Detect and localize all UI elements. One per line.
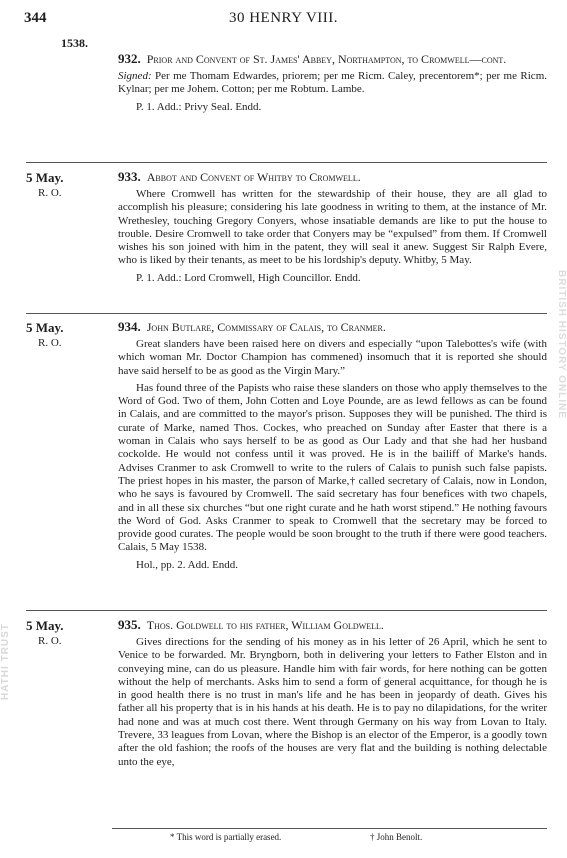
entry-number: 933. bbox=[118, 169, 141, 184]
entry-933 bbox=[26, 170, 547, 310]
entry-number: 932. bbox=[118, 51, 141, 66]
margin-ref: R. O. bbox=[38, 337, 62, 349]
year-label: 1538. bbox=[61, 36, 88, 50]
entry-paragraph: Has found three of the Papists who raise these slanders on those who apply themselves to the Word of God. Two of them, John Cotten and Loye Pounde, are as lewd fellows as can be found in Calais, and are committed to the mayor's prison. Supposes they will be punished. The third is curate of Marke, named Thos. Cockes, who preached on Sunday after Easter that there is a woman in Calais who says herself to be as good as Our Lady and that she had her husband cockolde. He would not confess until it was proved. He is in the bailiff of Marke's hands. Advises Cranmer to ask Cromwell to write to the rulers of Calais to punish such false papists. The priest hopes in his master, the parson of Marke,† called secretary of Calais, now in London, who he says is favoured by Cromwell. The said secretary has four benefices with two chapels, and in all these six churches “but one right curate and he hath worst stipend.” He nothing favours the Word of God. Asks Cranmer to speak to Cromwell that the secretary may be forced to provide good curates. The people would be soon brought to the truth if there were good teachers. Calais, 5 May 1538. bbox=[118, 381, 547, 554]
footnote-divider bbox=[112, 828, 547, 829]
entry-note: P. 1. Add.: Lord Cromwell, High Councillor. Endd. bbox=[136, 271, 361, 284]
entry-number: 935. bbox=[118, 617, 141, 632]
entry-paragraph: Great slanders have been raised here on divers and especially “upon Talebottes's wife (with which woman Mr. Doctor Champion has commened) insomuch that it is reported she should have said herself to be as good as the Virgin Mary.” bbox=[118, 338, 547, 377]
entry-heading bbox=[118, 320, 547, 334]
footnote: † John Benolt. bbox=[370, 832, 423, 842]
entry-divider bbox=[26, 162, 547, 163]
entry-number: 934. bbox=[118, 319, 141, 334]
signatories bbox=[118, 70, 547, 97]
entry-heading-text: Thos. Goldwell to his father, William Goldwell. bbox=[146, 618, 384, 632]
entry-heading bbox=[118, 618, 547, 632]
entry-932 bbox=[26, 52, 547, 142]
entry-note: Hol., pp. 2. Add. Endd. bbox=[136, 558, 239, 571]
margin-date: 5 May. bbox=[26, 320, 64, 335]
entry-heading-text: Abbot and Convent of Whitby to Cromwell. bbox=[146, 170, 361, 184]
watermark-right: BRITISH HISTORY ONLINE bbox=[556, 270, 567, 420]
signed-label: Signed: bbox=[118, 70, 152, 82]
entry-935 bbox=[26, 618, 547, 823]
page-number: 344 bbox=[24, 10, 47, 26]
entry-note: P. 1. Add.: Privy Seal. Endd. bbox=[136, 100, 262, 113]
entry-paragraph: Gives directions for the sending of his money as in his letter of 26 April, which he sent to Venice to be forwarded. Mr. Bryngborn, both in delivering your letters to Father Elston and in conveying mine, can do us pleasure. Handle him with fair words, for here nothing can be gotten without the help of merchants. Asks him to send a form of general acquittance, for though he is in good health there is no trust in man's life and he has been in jeopardy of death. Gives his father all his property that is in his hands at his death. He is to pay no dilapidations, for the writer had none and was at much cost there. Went through Germany on his way from Lovan to Italy. Trevere, 33 leagues from Lovan, where the Bishop is an elector of the Emperor, is a goodly town after the old fashion; the roofs of the houses are very flat and the building is nothing delectable unto the eye, bbox=[118, 636, 547, 768]
entry-divider bbox=[26, 610, 547, 611]
entry-divider bbox=[26, 313, 547, 314]
margin-ref: R. O. bbox=[38, 187, 62, 199]
entry-heading bbox=[118, 52, 547, 66]
running-head: 30 HENRY VIII. bbox=[228, 10, 339, 26]
watermark-left: HATHI TRUST bbox=[0, 623, 11, 700]
margin-ref: R. O. bbox=[38, 635, 62, 647]
margin-date: 5 May. bbox=[26, 170, 64, 185]
page-header bbox=[20, 10, 547, 28]
entry-paragraph: Where Cromwell has written for the stewardship of their house, they are all glad to accomplish his pleasure; considering his late goodness in writing to them, at the instance of Mr. Wrethesley, touching Gregory Conyers, whose insatiable demands are like to put the house to trouble. Desire Cromwell to take order that Conyers may be “expulsed” from them. If Cromwell wishes his son joined with him in the patent, they will seal it anew. Suggest Sir Ralph Evere, who is liked by their tenants, as meet to be his lordship's deputy. Whitby, 5 May. bbox=[118, 188, 547, 267]
footnote: * This word is partially erased. bbox=[170, 832, 282, 842]
entry-heading-text: Prior and Convent of St. James' Abbey, Northampton, to Cromwell—cont. bbox=[146, 52, 507, 66]
entry-heading-text: John Butlare, Commissary of Calais, to Cranmer. bbox=[146, 320, 386, 334]
entry-heading bbox=[118, 170, 547, 184]
margin-date: 5 May. bbox=[26, 618, 64, 633]
signed-text: Per me Thomam Edwardes, priorem; per me Ricm. Caley, precentorem*; per me Ricm. Kylnar; per me Johem. Cotton; per me Robtum. Lambe. bbox=[118, 70, 547, 96]
entry-934 bbox=[26, 320, 547, 620]
